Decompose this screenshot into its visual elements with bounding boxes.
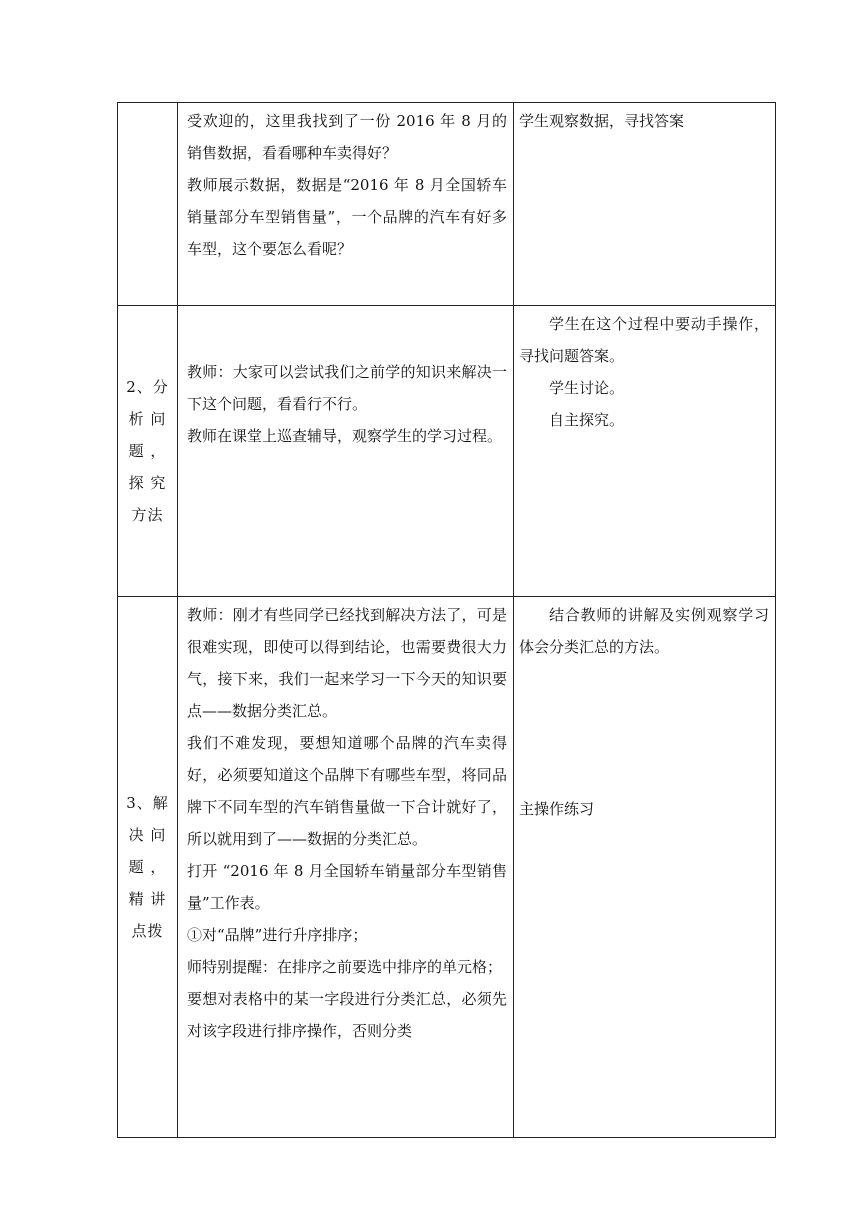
teacher-activity-cell bbox=[178, 597, 514, 1138]
paragraph: 打开 “2016 年 8 月全国轿车销量部分车型销售量”工作表。 bbox=[187, 862, 507, 912]
table-row bbox=[118, 103, 776, 306]
table-row bbox=[118, 306, 776, 597]
stage-label-line: 2、分 bbox=[126, 378, 169, 396]
paragraph: 学生观察数据，寻找答案 bbox=[519, 112, 685, 130]
stage-label-line: 点拨 bbox=[131, 922, 164, 940]
stage-cell bbox=[118, 597, 178, 1138]
paragraph: 教师：大家可以尝试我们之前学的知识来解决一下这个问题，看看行不行。 bbox=[187, 363, 507, 413]
paragraph: 教师展示数据，数据是“2016 年 8 月全国轿车销量部分车型销售量”，一个品牌的汽车有好多车型，这个要怎么看呢？ bbox=[187, 176, 507, 258]
paragraph: 受欢迎的，这里我找到了一份 2016 年 8 月的销售数据，看看哪种车卖得好？ bbox=[187, 112, 507, 162]
stage-label-line: 题 ， bbox=[128, 442, 167, 460]
stage-label-line: 题 ， bbox=[128, 858, 167, 876]
teacher-activity-cell bbox=[178, 306, 514, 597]
paragraph: 结合教师的讲解及实例观察学习体会分类汇总的方法。 bbox=[519, 606, 769, 656]
stage-cell bbox=[118, 103, 178, 306]
paragraph: 主操作练习 bbox=[519, 800, 595, 818]
stage-label-line: 探 究 bbox=[128, 474, 167, 492]
lesson-plan-table bbox=[117, 102, 776, 1138]
paragraph: 学生在这个过程中要动手操作，寻找问题答案。 bbox=[519, 315, 769, 365]
spacer bbox=[519, 663, 769, 793]
stage-label-line: 决 问 bbox=[128, 826, 167, 844]
table-row bbox=[118, 597, 776, 1138]
paragraph: 学生讨论。 bbox=[549, 379, 625, 397]
paragraph: 教师：刚才有些同学已经找到解决方法了，可是很难实现，即使可以得到结论，也需要费很大力气，接下来，我们一起来学习一下今天的知识要点——数据分类汇总。 bbox=[187, 606, 507, 720]
paragraph: 我们不难发现，要想知道哪个品牌的汽车卖得好，必须要知道这个品牌下有哪些车型，将同品牌下不同车型的汽车销售量做一下合计就好了，所以就用到了——数据的分类汇总。 bbox=[187, 734, 507, 848]
stage-label-line: 方法 bbox=[131, 506, 164, 524]
paragraph: 要想对表格中的某一字段进行分类汇总，必须先对该字段进行排序操作，否则分类 bbox=[187, 990, 507, 1040]
paragraph: 自主探究。 bbox=[549, 411, 625, 429]
teacher-activity-cell bbox=[178, 103, 514, 306]
stage-label-line: 析 问 bbox=[128, 410, 167, 428]
stage-label-line: 精 讲 bbox=[128, 890, 167, 908]
paragraph: 师特别提醒：在排序之前要选中排序的单元格； bbox=[187, 958, 503, 976]
stage-cell bbox=[118, 306, 178, 597]
student-activity-cell bbox=[514, 597, 776, 1138]
student-activity-cell bbox=[514, 103, 776, 306]
paragraph: 教师在课堂上巡查辅导，观察学生的学习过程。 bbox=[187, 427, 503, 445]
student-activity-cell bbox=[514, 306, 776, 597]
paragraph: ①对“品牌”进行升序排序； bbox=[187, 926, 368, 944]
stage-label-line: 3、解 bbox=[126, 794, 169, 812]
